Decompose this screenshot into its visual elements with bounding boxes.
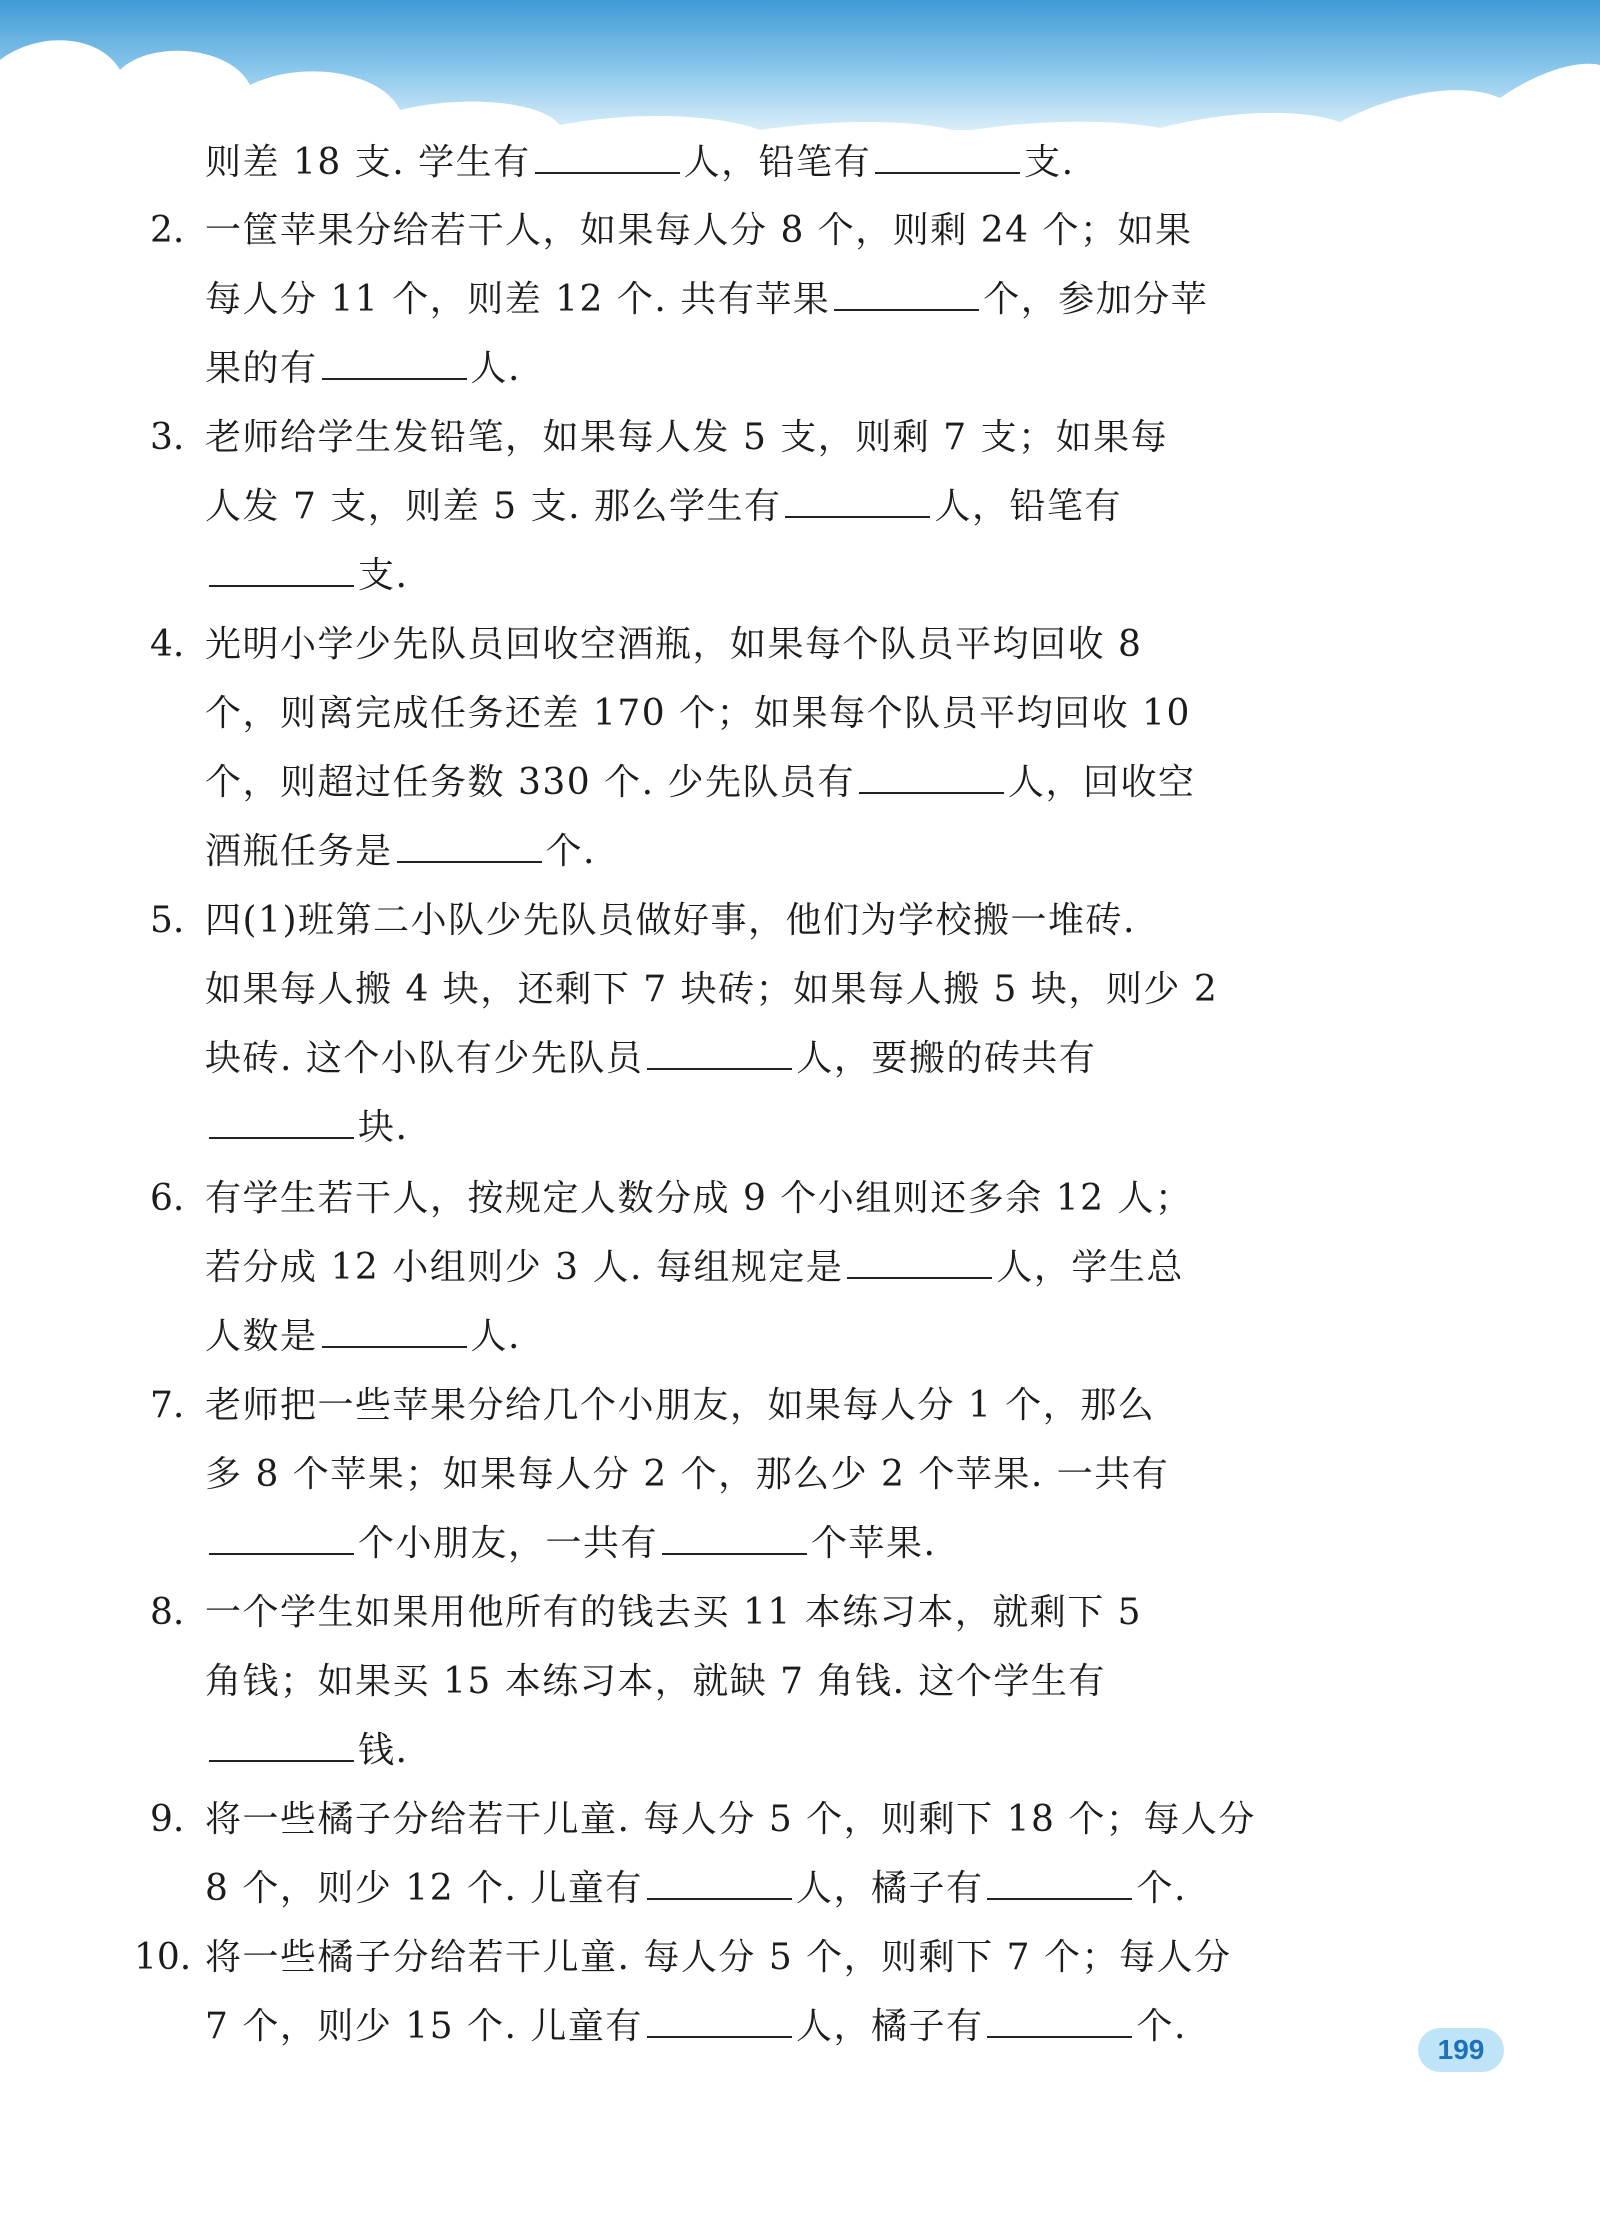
problem-line	[205, 898, 1136, 944]
problem-line	[205, 415, 1168, 461]
problem-line	[205, 622, 1142, 668]
problem-text: 人.	[470, 1316, 521, 1357]
problem-text: 人数是	[205, 1316, 318, 1357]
problem-text: 角钱；如果买 15 本练习本，就缺 7 角钱. 这个学生有	[205, 1661, 1106, 1702]
answer-blank[interactable]	[209, 555, 354, 587]
problem-number: 7.	[150, 1385, 185, 1426]
answer-blank[interactable]	[859, 762, 1004, 794]
problem-line	[205, 1314, 521, 1360]
problem-text: 个，则超过任务数 330 个. 少先队员有	[205, 762, 855, 803]
problem-text: 人，橘子有	[795, 1868, 984, 1909]
problem-text: 人，橘子有	[795, 2006, 984, 2047]
problem-line	[205, 1383, 1155, 1429]
problem-text: 个，则离完成任务还差 170 个；如果每个队员平均回收 10	[205, 693, 1191, 734]
problem-line	[205, 1797, 1256, 1843]
problem-text: 果的有	[205, 348, 318, 389]
problem-line	[205, 1659, 1106, 1705]
problem-line	[205, 1176, 1193, 1222]
problem-text: 人，回收空	[1008, 762, 1196, 803]
answer-blank[interactable]	[647, 2006, 792, 2038]
problem-line	[205, 1521, 936, 1567]
problem-line	[205, 346, 521, 392]
answer-blank[interactable]	[322, 1316, 467, 1348]
problem-text: 多 8 个苹果；如果每人分 2 个，那么少 2 个苹果. 一共有	[205, 1454, 1170, 1495]
problem-number: 4.	[150, 624, 185, 665]
problem-line	[205, 1105, 408, 1151]
problem-text: 7 个，则少 15 个. 儿童有	[205, 2006, 643, 2047]
problem-line	[205, 1245, 1184, 1291]
answer-blank[interactable]	[209, 1107, 354, 1139]
problem-number: 9.	[150, 1799, 185, 1840]
problem-text: 个.	[1136, 2006, 1187, 2047]
problem-line	[205, 553, 408, 599]
problem-text: 块砖. 这个小队有少先队员	[205, 1038, 644, 1079]
problem-number: 8.	[150, 1592, 185, 1633]
answer-blank[interactable]	[397, 831, 542, 863]
problem-text: 酒瓶任务是	[205, 831, 393, 872]
problem-text: 有学生若干人，按规定人数分成 9 个小组则还多余 12 人；	[205, 1178, 1193, 1219]
problem-line	[205, 1728, 408, 1774]
problem-number: 6.	[150, 1178, 185, 1219]
answer-blank[interactable]	[785, 486, 930, 518]
answer-blank[interactable]	[847, 1247, 992, 1279]
problem-line	[205, 277, 1208, 323]
problem-text: 如果每人搬 4 块，还剩下 7 块砖；如果每人搬 5 块，则少 2	[205, 969, 1219, 1010]
problem-text: 8 个，则少 12 个. 儿童有	[205, 1868, 643, 1909]
problem-line	[205, 829, 596, 875]
problem-line	[205, 2004, 1187, 2050]
problem-text: 人.	[470, 348, 521, 389]
problem-line	[205, 1590, 1142, 1636]
problem-text: 人，要搬的砖共有	[796, 1038, 1097, 1079]
problem-text: 个小朋友，一共有	[358, 1523, 659, 1564]
problem-line	[205, 1866, 1187, 1912]
answer-blank[interactable]	[662, 1523, 807, 1555]
problem-line	[205, 484, 1122, 530]
problem-text: 支.	[1024, 142, 1075, 183]
problem-line	[205, 967, 1218, 1013]
answer-blank[interactable]	[647, 1038, 792, 1070]
answer-blank[interactable]	[209, 1523, 354, 1555]
answer-blank[interactable]	[987, 2006, 1132, 2038]
problem-text: 每人分 11 个，则差 12 个. 共有苹果	[205, 279, 831, 320]
problem-line	[205, 1452, 1169, 1498]
problem-text: 一筐苹果分给若干人，如果每人分 8 个，则剩 24 个；如果	[205, 210, 1193, 251]
problem-text: 钱.	[358, 1730, 409, 1771]
problem-text: 人，铅笔有	[683, 142, 872, 183]
problem-text: 块.	[358, 1107, 409, 1148]
answer-blank[interactable]	[834, 279, 979, 311]
problem-number: 10.	[134, 1937, 192, 1978]
answer-blank[interactable]	[987, 1868, 1132, 1900]
answer-blank[interactable]	[535, 142, 680, 174]
problem-text: 个.	[1136, 1868, 1187, 1909]
answer-blank[interactable]	[875, 142, 1020, 174]
problem-number: 3.	[150, 417, 185, 458]
problem-text: 人发 7 支，则差 5 支. 那么学生有	[205, 486, 782, 527]
problem-text: 将一些橘子分给若干儿童. 每人分 5 个，则剩下 18 个；每人分	[205, 1799, 1256, 1840]
problem-line	[205, 140, 1075, 186]
problem-text: 个苹果.	[811, 1523, 937, 1564]
problem-text: 一个学生如果用他所有的钱去买 11 本练习本，就剩下 5	[205, 1592, 1143, 1633]
problem-line	[205, 760, 1196, 806]
answer-blank[interactable]	[322, 348, 467, 380]
problem-text: 个，参加分苹	[983, 279, 1209, 320]
problem-text: 四(1)班第二小队少先队员做好事，他们为学校搬一堆砖.	[205, 900, 1136, 941]
problem-line	[205, 1935, 1231, 1981]
problem-number: 2.	[150, 210, 185, 251]
page-number-badge: 199	[1418, 2028, 1504, 2072]
problem-text: 光明小学少先队员回收空酒瓶，如果每个队员平均回收 8	[205, 624, 1143, 665]
problem-line	[205, 691, 1191, 737]
problem-text: 将一些橘子分给若干儿童. 每人分 5 个，则剩下 7 个；每人分	[205, 1937, 1232, 1978]
problem-text: 人，铅笔有	[934, 486, 1122, 527]
problem-line	[205, 1036, 1096, 1082]
problem-text: 支.	[358, 555, 409, 596]
problem-text: 老师给学生发铅笔，如果每人发 5 支，则剩 7 支；如果每	[205, 417, 1169, 458]
problem-text: 人，学生总	[996, 1247, 1184, 1288]
problem-number: 5.	[150, 900, 185, 941]
problem-text: 个.	[545, 831, 596, 872]
answer-blank[interactable]	[647, 1868, 792, 1900]
problem-text: 若分成 12 小组则少 3 人. 每组规定是	[205, 1247, 844, 1288]
problem-text: 则差 18 支. 学生有	[205, 142, 531, 183]
answer-blank[interactable]	[209, 1730, 354, 1762]
problem-line	[205, 208, 1193, 254]
problem-text: 老师把一些苹果分给几个小朋友，如果每人分 1 个，那么	[205, 1385, 1156, 1426]
